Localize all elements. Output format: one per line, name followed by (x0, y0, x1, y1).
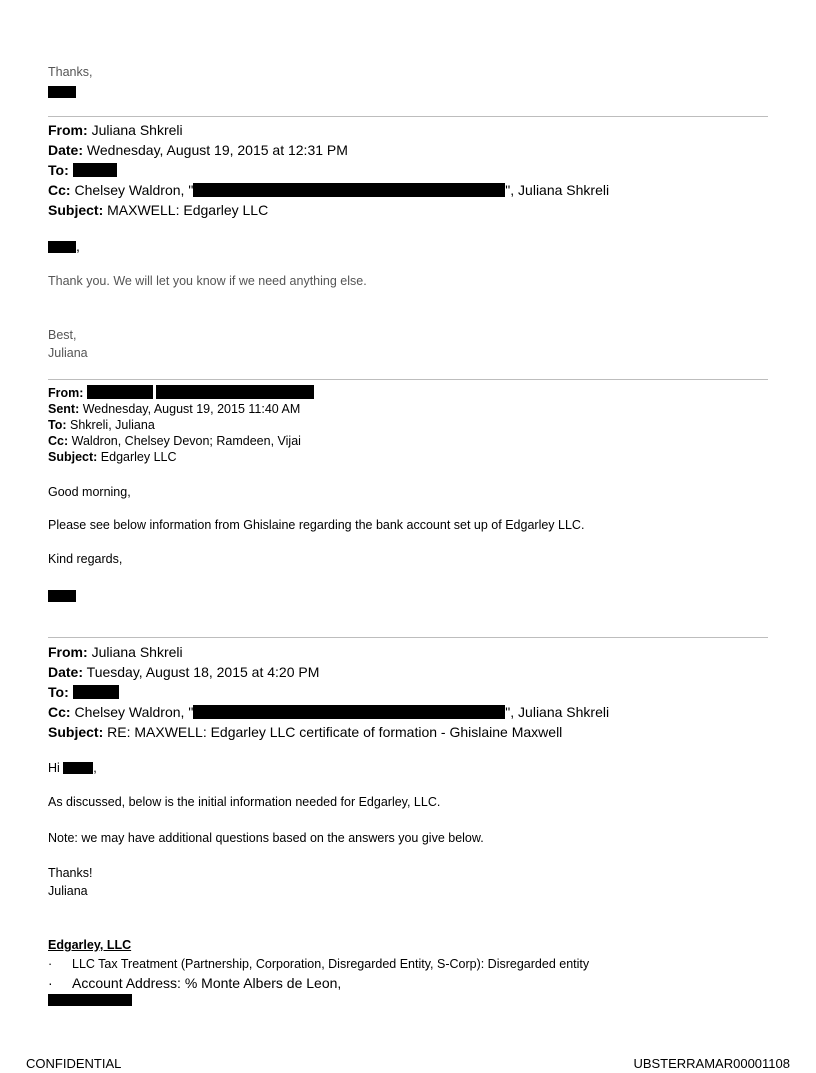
subject-value: Edgarley LLC (100, 450, 177, 464)
date-value: Tuesday, August 18, 2015 at 4:20 PM (86, 664, 320, 680)
cc-value: Waldron, Chelsey Devon; Ramdeen, Vijai (71, 434, 301, 448)
redaction-box (87, 385, 153, 399)
email1-to (48, 160, 117, 180)
divider (48, 116, 768, 117)
divider (48, 637, 768, 638)
from-value: Juliana Shkreli (91, 644, 183, 660)
greeting-comma: , (76, 238, 80, 254)
email3-body1: As discussed, below is the initial information needed for Edgarley, LLC. (48, 795, 441, 809)
cc-label: Cc: (48, 182, 71, 198)
subject-label: Subject: (48, 202, 104, 218)
email2-body: Please see below information from Ghislaine regarding the bank account set up of Edgarley LLC. (48, 518, 585, 532)
date-value: Wednesday, August 19, 2015 at 12:31 PM (86, 142, 348, 158)
thanks-text: Thanks, (48, 65, 93, 79)
email1-date (48, 140, 348, 160)
from-label: From: (48, 122, 88, 138)
date-label: Date: (48, 142, 84, 158)
email1-body: Thank you. We will let you know if we need anything else. (48, 274, 367, 288)
email2-sent (48, 401, 300, 417)
email2-from (48, 385, 314, 401)
bullet-text: LLC Tax Treatment (Partnership, Corporation, Disregarded Entity, S-Corp): Disregarded entity (72, 957, 590, 971)
email1-greeting (48, 236, 80, 256)
email1-subject (48, 200, 268, 220)
email1-closing: Best, (48, 328, 77, 342)
email3-to (48, 682, 119, 702)
email3-from (48, 642, 183, 662)
to-value: Shkreli, Juliana (70, 418, 155, 432)
email2-greeting: Good morning, (48, 485, 131, 499)
email2-closing: Kind regards, (48, 552, 123, 566)
email3-closing: Thanks! (48, 866, 93, 880)
redaction-box (48, 590, 76, 602)
from-label: From: (48, 644, 88, 660)
cc-label: Cc: (48, 704, 71, 720)
cc-suffix: ", Juliana Shkreli (505, 704, 610, 720)
bullet-marker: · (48, 957, 53, 971)
from-label: From: (48, 386, 84, 400)
email1-cc (48, 180, 609, 200)
email1-signature: Juliana (48, 346, 88, 360)
to-label: To: (48, 418, 67, 432)
date-label: Date: (48, 664, 84, 680)
from-value: Juliana Shkreli (91, 122, 183, 138)
redaction-box (73, 685, 119, 699)
redaction-box (73, 163, 117, 177)
redaction-box (63, 762, 93, 774)
email3-body2: Note: we may have additional questions based on the answers you give below. (48, 831, 484, 845)
footer-confidential: CONFIDENTIAL (26, 1056, 122, 1071)
redaction-box (193, 705, 505, 719)
greeting-comma: , (93, 761, 97, 775)
redaction-box (48, 994, 132, 1006)
cc-prefix: Chelsey Waldron, " (74, 704, 194, 720)
email2-to (48, 417, 155, 433)
cc-prefix: Chelsey Waldron, " (74, 182, 194, 198)
redaction-box (48, 241, 76, 253)
cc-label: Cc: (48, 434, 69, 448)
email3-greeting (48, 761, 97, 775)
bullet-item (48, 975, 341, 991)
section-heading: Edgarley, LLC (48, 938, 132, 952)
bullet-text: Account Address: % Monte Albers de Leon, (72, 975, 342, 991)
redaction-box (156, 385, 314, 399)
subject-value: RE: MAXWELL: Edgarley LLC certificate of formation - Ghislaine Maxwell (107, 724, 563, 740)
to-label: To: (48, 162, 69, 178)
bullet-marker: · (48, 975, 53, 991)
greeting-hi: Hi (48, 761, 60, 775)
email2-cc (48, 433, 301, 449)
redaction-box (48, 86, 76, 98)
to-label: To: (48, 684, 69, 700)
email2-subject (48, 449, 177, 465)
email3-cc (48, 702, 609, 722)
email3-date (48, 662, 319, 682)
sent-label: Sent: (48, 402, 80, 416)
bullet-item (48, 957, 589, 971)
divider (48, 379, 768, 380)
subject-label: Subject: (48, 450, 98, 464)
email1-from (48, 120, 183, 140)
redaction-box (193, 183, 505, 197)
email3-subject (48, 722, 562, 742)
sent-value: Wednesday, August 19, 2015 11:40 AM (82, 402, 301, 416)
subject-label: Subject: (48, 724, 104, 740)
subject-value: MAXWELL: Edgarley LLC (107, 202, 269, 218)
cc-suffix: ", Juliana Shkreli (505, 182, 610, 198)
footer-bates-number: UBSTERRAMAR00001108 (633, 1056, 790, 1071)
email3-signature: Juliana (48, 884, 88, 898)
